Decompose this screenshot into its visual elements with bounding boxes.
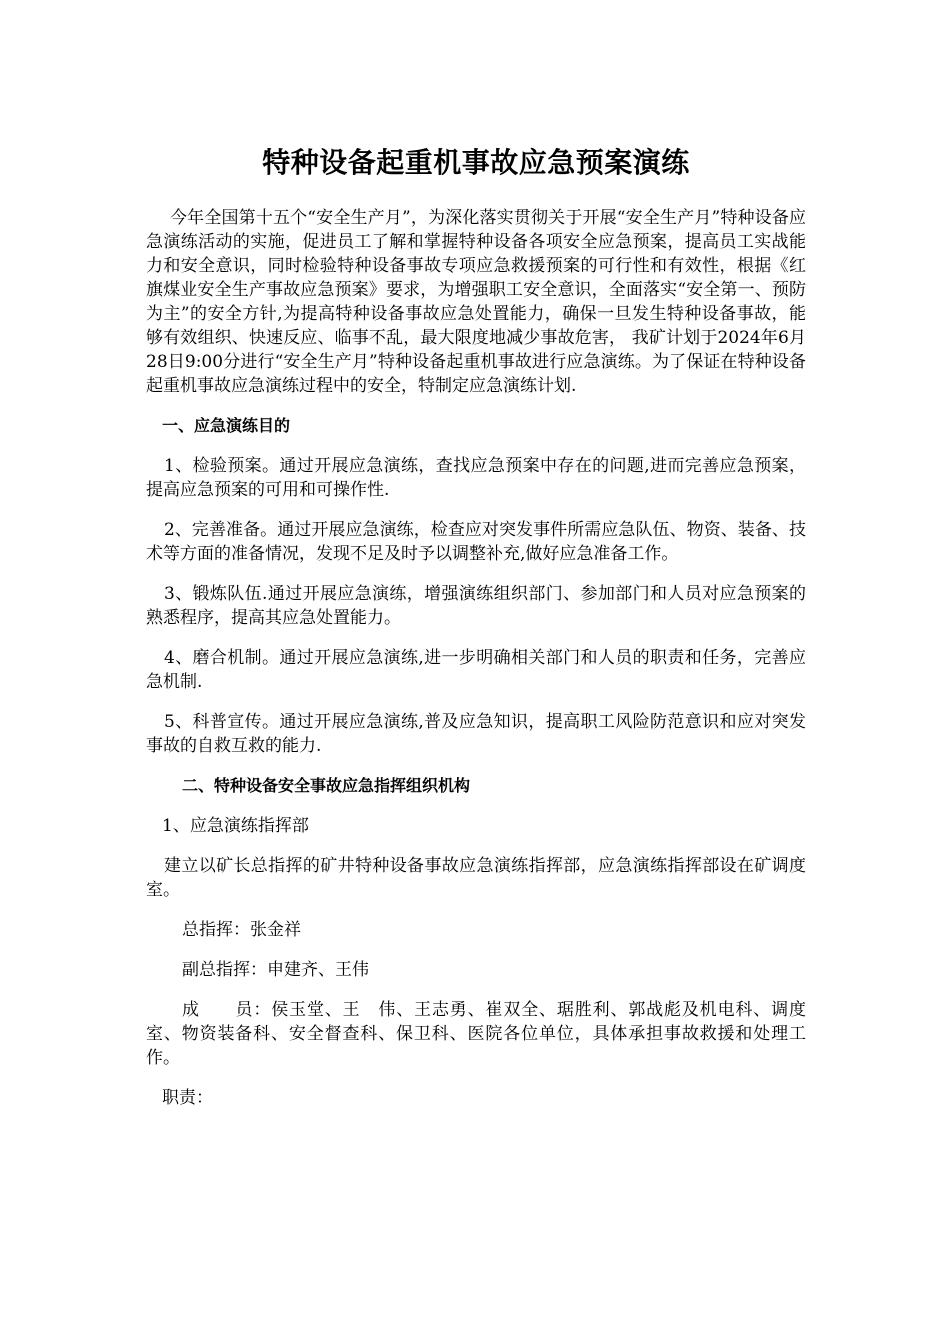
command-description: 建立以矿长总指挥的矿井特种设备事故应急演练指挥部，应急演练指挥部设在矿调度室。 xyxy=(146,856,806,900)
document-title: 特种设备起重机事故应急预案演练 xyxy=(262,146,690,179)
purpose-item-1: 1、检验预案。通过开展应急演练，查找应急预案中存在的问题,进而完善应急预案，提高应急预案的可用和可操作性. xyxy=(146,456,806,500)
members-paragraph: 成 员：侯玉堂、王 伟、王志勇、崔双全、琚胜利、郭战彪及机电科、调度室、物资装备科、安全督查科、保卫科、医院各位单位，具体承担事故救援和处理工作。 xyxy=(146,1000,806,1068)
purpose-item-4: 4、磨合机制。通过开展应急演练,进一步明确相关部门和人员的职责和任务，完善应急机制. xyxy=(146,648,806,692)
commander-line: 总指挥：张金祥 xyxy=(182,920,301,940)
subsection-heading-command: 1、应急演练指挥部 xyxy=(162,816,309,836)
section-heading-organization: 二、特种设备安全事故应急指挥组织机构 xyxy=(182,776,471,795)
purpose-item-3: 3、锻炼队伍.通过开展应急演练，增强演练组织部门、参加部门和人员对应急预案的熟悉程序，提高其应急处置能力。 xyxy=(146,584,806,628)
purpose-item-5: 5、科普宣传。通过开展应急演练,普及应急知识，提高职工风险防范意识和应对突发事故的自救互救的能力. xyxy=(146,712,806,756)
document-content xyxy=(146,140,806,1126)
deputy-commander-line: 副总指挥：申建齐、王伟 xyxy=(182,960,369,980)
intro-paragraph: 今年全国第十五个“安全生产月”，为深化落实贯彻关于开展“安全生产月”特种设备应急演练活动的实施，促进员工了解和掌握特种设备各项安全应急预案，提高员工实战能力和安全意识，同时检验特种设备事故专项应急救援预案的可行性和有效性，根据《红旗煤业安全生产事故应急预案》要求，为增强职工安全意识，全面落实“安全第一、预防为主”的安全方针,为提高特种设备事故应急处置能力，确保一旦发生特种设备事故，能够有效组织、快速反应、临事不乱，最大限度地减少事故危害， 我矿计划于2024年6月28日9:00分进行“安全生产月”特种设备起重机事故进行应急演练。为了保证在特种设备起重机事故应急演练过程中的安全，特制定应急演练计划. xyxy=(146,208,806,396)
purpose-item-2: 2、完善准备。通过开展应急演练，检查应对突发事件所需应急队伍、物资、装备、技术等方面的准备情况，发现不足及时予以调整补充,做好应急准备工作。 xyxy=(146,520,806,564)
section-heading-purpose: 一、应急演练目的 xyxy=(162,416,291,435)
duties-label: 职责： xyxy=(162,1088,213,1108)
